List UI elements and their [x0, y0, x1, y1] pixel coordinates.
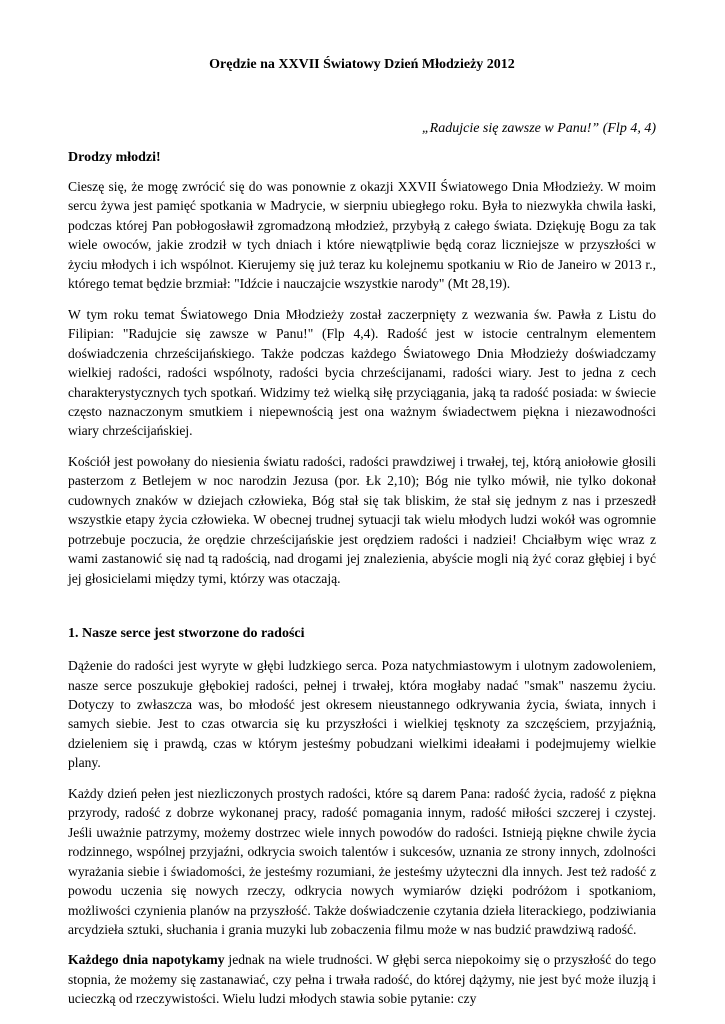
section-heading: 1. Nasze serce jest stworzone do radości — [68, 626, 305, 642]
document-body — [68, 177, 656, 1020]
bold-lead-text: Każdego dnia napotykamy — [68, 952, 225, 968]
greeting: Drodzy młodzi! — [68, 150, 161, 165]
paragraph: Kościół jest powołany do niesienia światu radości, radości prawdziwej i trwałej, tej, którą aniołowie głosili pasterzom z Betlejem w noc narodzin Jezusa (por. Łk 2,10); Bóg nie tylko mówił, nie tylko dokonał cudownych znaków w dziejach człowieka, Bóg stał się tak bliskim, że stał się jednym z nas i przeszedł wszystkie etapy życia człowieka. W obecnej trudnej sytuacji tak wielu młodych ludzi wokół was ogromnie potrzebuje poczucia, że orędzie chrześcijańskie jest orędziem radości i nadziei! Chciałbym więc wraz z wami zastanowić się nad tą radością, nad drogami jej znalezienia, abyście mogli nią żyć coraz głębiej i być jej głosicielami między tymi, którzy was otaczają. — [68, 453, 656, 586]
paragraph: Każdy dzień pełen jest niezliczonych prostych radości, które są darem Pana: radość życia, radość z piękna przyrody, radość z dobrze wykonanej pracy, radość pomagania innym, radość miłości szczerej i czystej. Jeśli uważnie patrzymy, możemy dostrzec wiele innych powodów do radości. Istnieją piękne chwile życia rodzinnego, wspólnej przyjaźni, odkrycia swoich talentów i sukcesów, uznania ze strony innych, zdolności wyrażania siebie i świadomości, że jesteśmy rozumiani, że jesteśmy użyteczni dla innych. Jest też radość z powodu uczenia się nowych rzeczy, odkrycia nowych wymiarów dzięki podróżom i spotkaniom, możliwości czynienia planów na przyszłość. Także doświadczenie czytania dzieła literackiego, podziwiania arcydzieła sztuki, słuchania i grania muzyki lub zobaczenia filmu może w nas budzić prawdziwą radość. — [68, 785, 656, 937]
motto-quote: „Radujcie się zawsze w Panu!” (Flp 4, 4) — [421, 121, 656, 136]
paragraph: W tym roku temat Światowego Dnia Młodzieży został zaczerpnięty z wezwania św. Pawła z Listu do Filipian: "Radujcie się zawsze w Panu!" (Flp 4,4). Radość jest w istocie centralnym elementem doświadczenia chrześcijańskiego. Także podczas każdego Światowego Dnia Młodzieży doświadczamy wielkiej radości, radości wspólnoty, radości bycia chrześcijanami, radości wiary. Jest to jedna z cech charakterystycznych tych spotkań. Widzimy też wielką siłę przyciągania, jaką ta radość posiada: w świecie często naznaczonym smutkiem i niepewnością jest ona ważnym świadectwem piękna i niezawodności wiary chrześcijańskiej. — [68, 306, 656, 439]
document-title: Orędzie na XXVII Światowy Dzień Młodzieży 2012 — [209, 57, 515, 72]
paragraph-text: jednak na wiele trudności. W głębi serca niepokoimy się o przyszłość do tego stopnia, że możemy się zastanawiać, czy pełna i trwała radość, do której dążymy, nie jest być może iluzją i ucieczką od rzeczywistości. Wielu ludzi młodych stawia sobie pytanie: czy — [68, 952, 656, 1007]
paragraph: Dążenie do radości jest wyryte w głębi ludzkiego serca. Poza natychmiastowym i ulotnym zadowoleniem, nasze serce poszukuje głębokiej radości, pełnej i trwałej, która mogłaby nadać "smak" naszemu życiu. Dotyczy to zwłaszcza was, bo młodość jest okresem nieustannego odkrywania życia, świata, innych i samych siebie. Jest to czas otwarcia się ku przyszłości i wielkiej tęsknoty za szczęściem, przyjaźnią, dzieleniem się i prawdą, czas w którym jesteśmy pobudzani wielkimi ideałami i podejmujemy wielkie plany. — [68, 658, 656, 771]
paragraph — [68, 950, 656, 1008]
paragraph: Cieszę się, że mogę zwrócić się do was ponownie z okazji XXVII Światowego Dnia Młodzieży. W moim sercu żywa jest pamięć spotkania w Madrycie, w sierpniu ubiegłego roku. Była to niezwykła chwila łaski, podczas której Pan pobłogosławił zgromadzoną młodzież, przybyłą z całego świata. Dziękuję Bogu za tak wiele owoców, jakie zrodził w tych dniach i które niewątpliwie będą coraz liczniejsze w przyszłości w życiu młodych i ich wspólnot. Kierujemy się już teraz ku kolejnemu spotkaniu w Rio de Janeiro w 2013 r., którego temat będzie brzmiał: "Idźcie i nauczajcie wszystkie narody" (Mt 28,19). — [68, 179, 656, 292]
